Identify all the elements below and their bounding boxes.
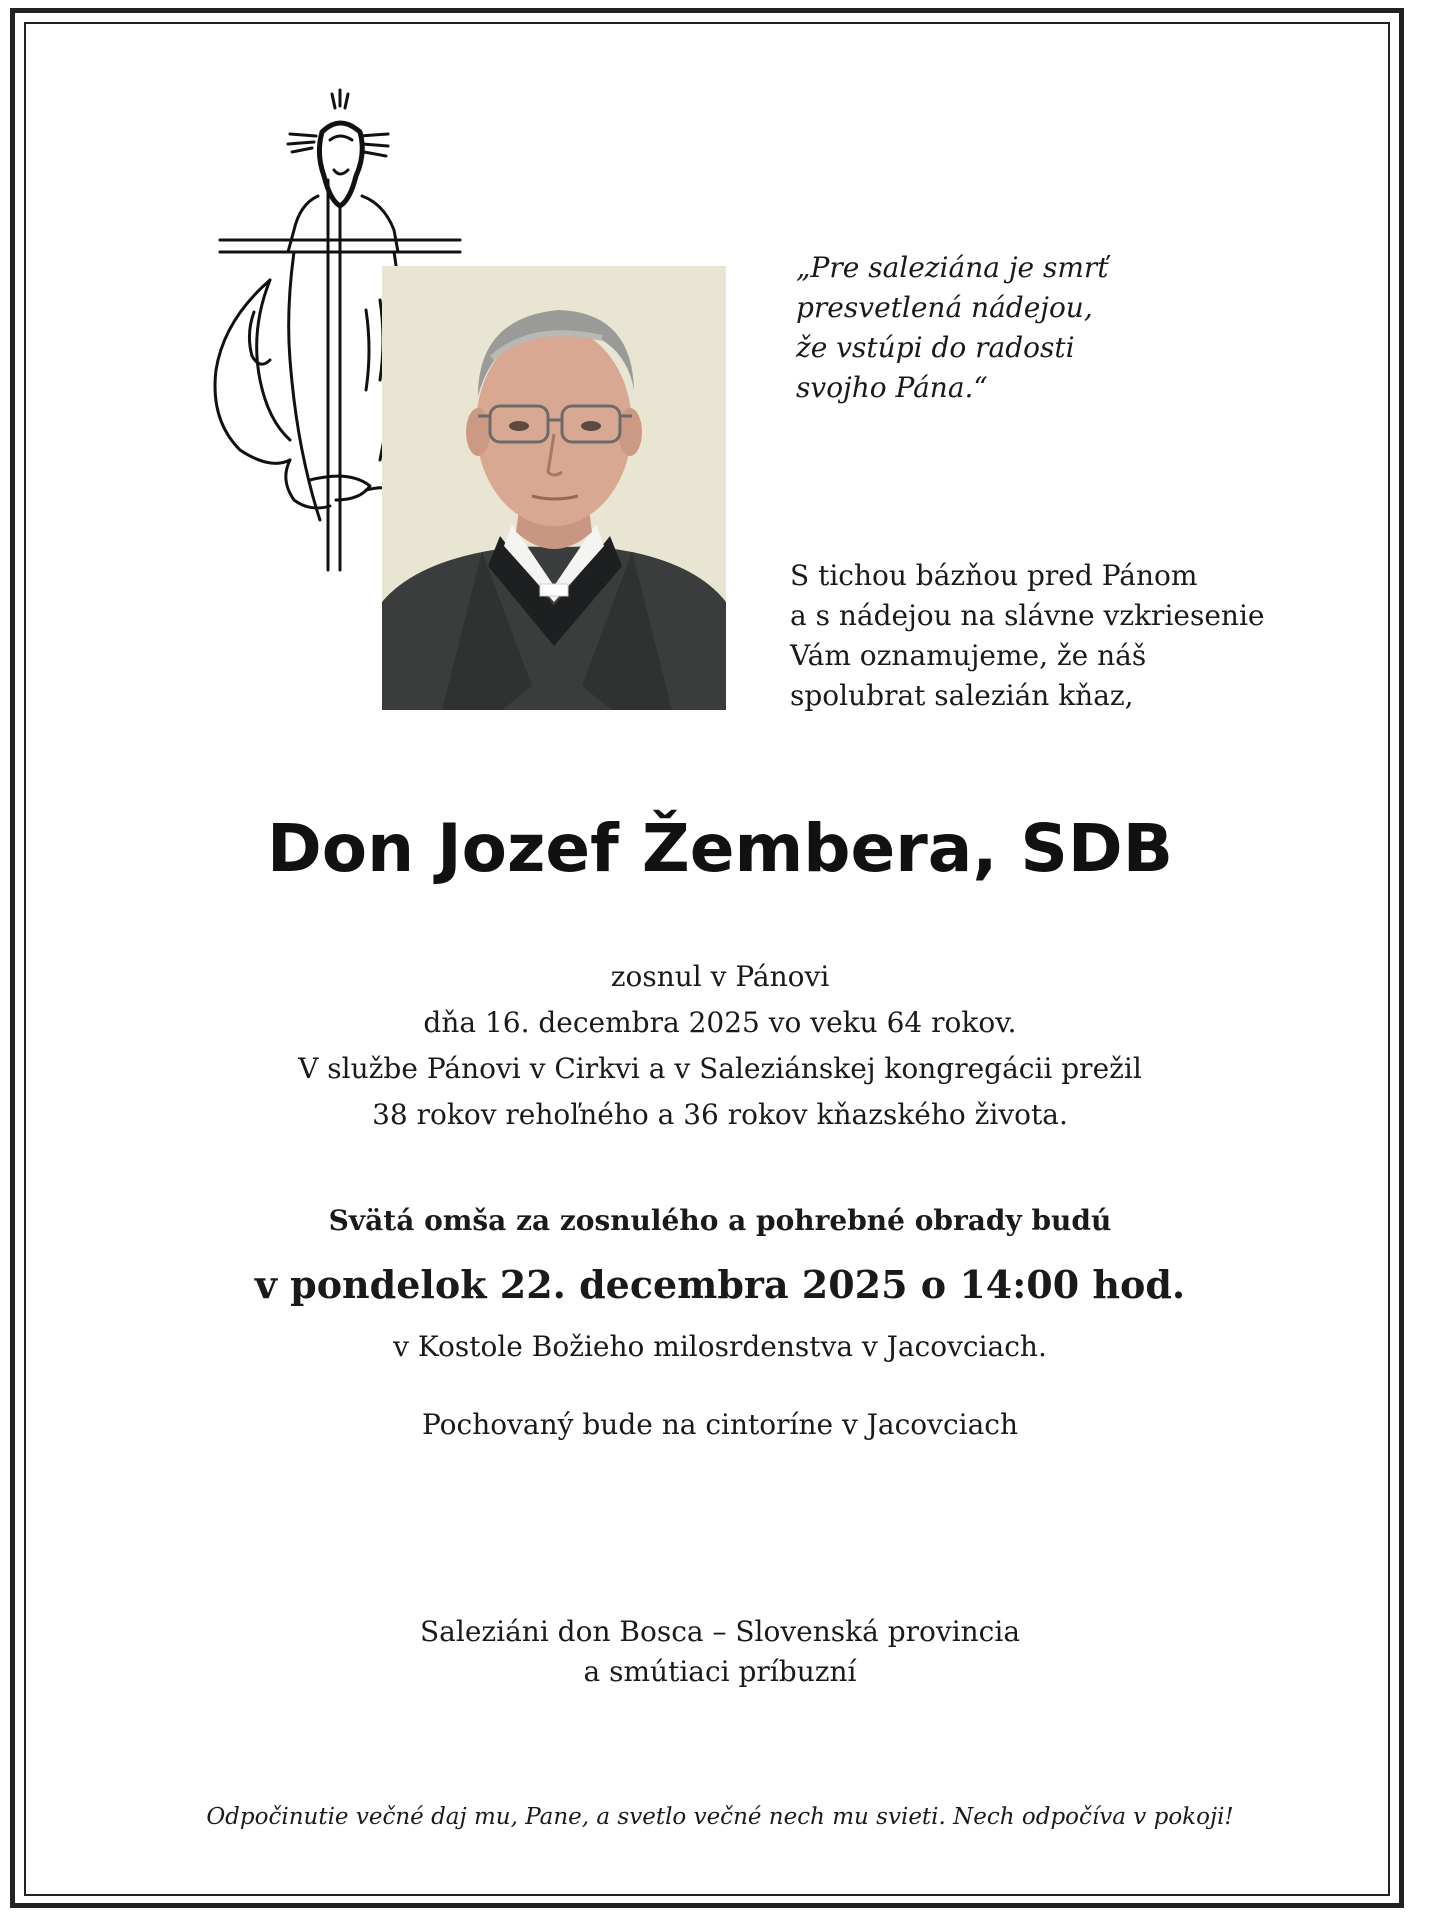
portrait-image	[382, 266, 726, 710]
quote-line: „Pre saleziána je smrť	[796, 251, 1109, 284]
funeral-datetime: v pondelok 22. decembra 2025 o 14:00 hod.	[254, 1262, 1186, 1307]
deceased-name: Don Jozef Žembera, SDB	[266, 810, 1174, 887]
signature-line: Saleziáni don Bosca – Slovenská provincia	[419, 1615, 1021, 1648]
quote-line: presvetlená nádejou,	[796, 291, 1093, 324]
details-line: 38 rokov rehoľného a 36 rokov kňazského života.	[372, 1098, 1068, 1131]
death-details	[0, 954, 1440, 1138]
signature-line: a smútiaci príbuzní	[583, 1655, 857, 1688]
details-line: V službe Pánovi v Cirkvi a v Saleziánskej kongregácii prežil	[298, 1052, 1142, 1085]
signature-block	[0, 1612, 1440, 1692]
announcement-line: S tichou bázňou pred Pánom	[790, 559, 1198, 592]
details-line: zosnul v Pánovi	[610, 960, 830, 993]
funeral-intro: Svätá omša za zosnulého a pohrebné obrady budú	[328, 1204, 1112, 1237]
burial-info: Pochovaný bude na cintoríne v Jacovciach	[421, 1408, 1019, 1441]
announcement-line: Vám oznamujeme, že náš	[790, 639, 1147, 672]
quote-line: že vstúpi do radosti	[796, 331, 1075, 364]
announcement-block	[790, 556, 1264, 716]
portrait-photo	[382, 266, 726, 710]
closing-prayer: Odpočinutie večné daj mu, Pane, a svetlo večné nech mu svieti. Nech odpočíva v pokoji!	[206, 1804, 1234, 1830]
announcement-line: a s nádejou na slávne vzkriesenie	[790, 599, 1265, 632]
announcement-line: spolubrat salezián kňaz,	[790, 679, 1134, 712]
funeral-location: v Kostole Božieho milosrdenstva v Jacovciach.	[393, 1330, 1047, 1363]
quote-block	[796, 248, 1109, 408]
details-line: dňa 16. decembra 2025 vo veku 64 rokov.	[423, 1006, 1017, 1039]
quote-line: svojho Pána.“	[796, 371, 988, 404]
